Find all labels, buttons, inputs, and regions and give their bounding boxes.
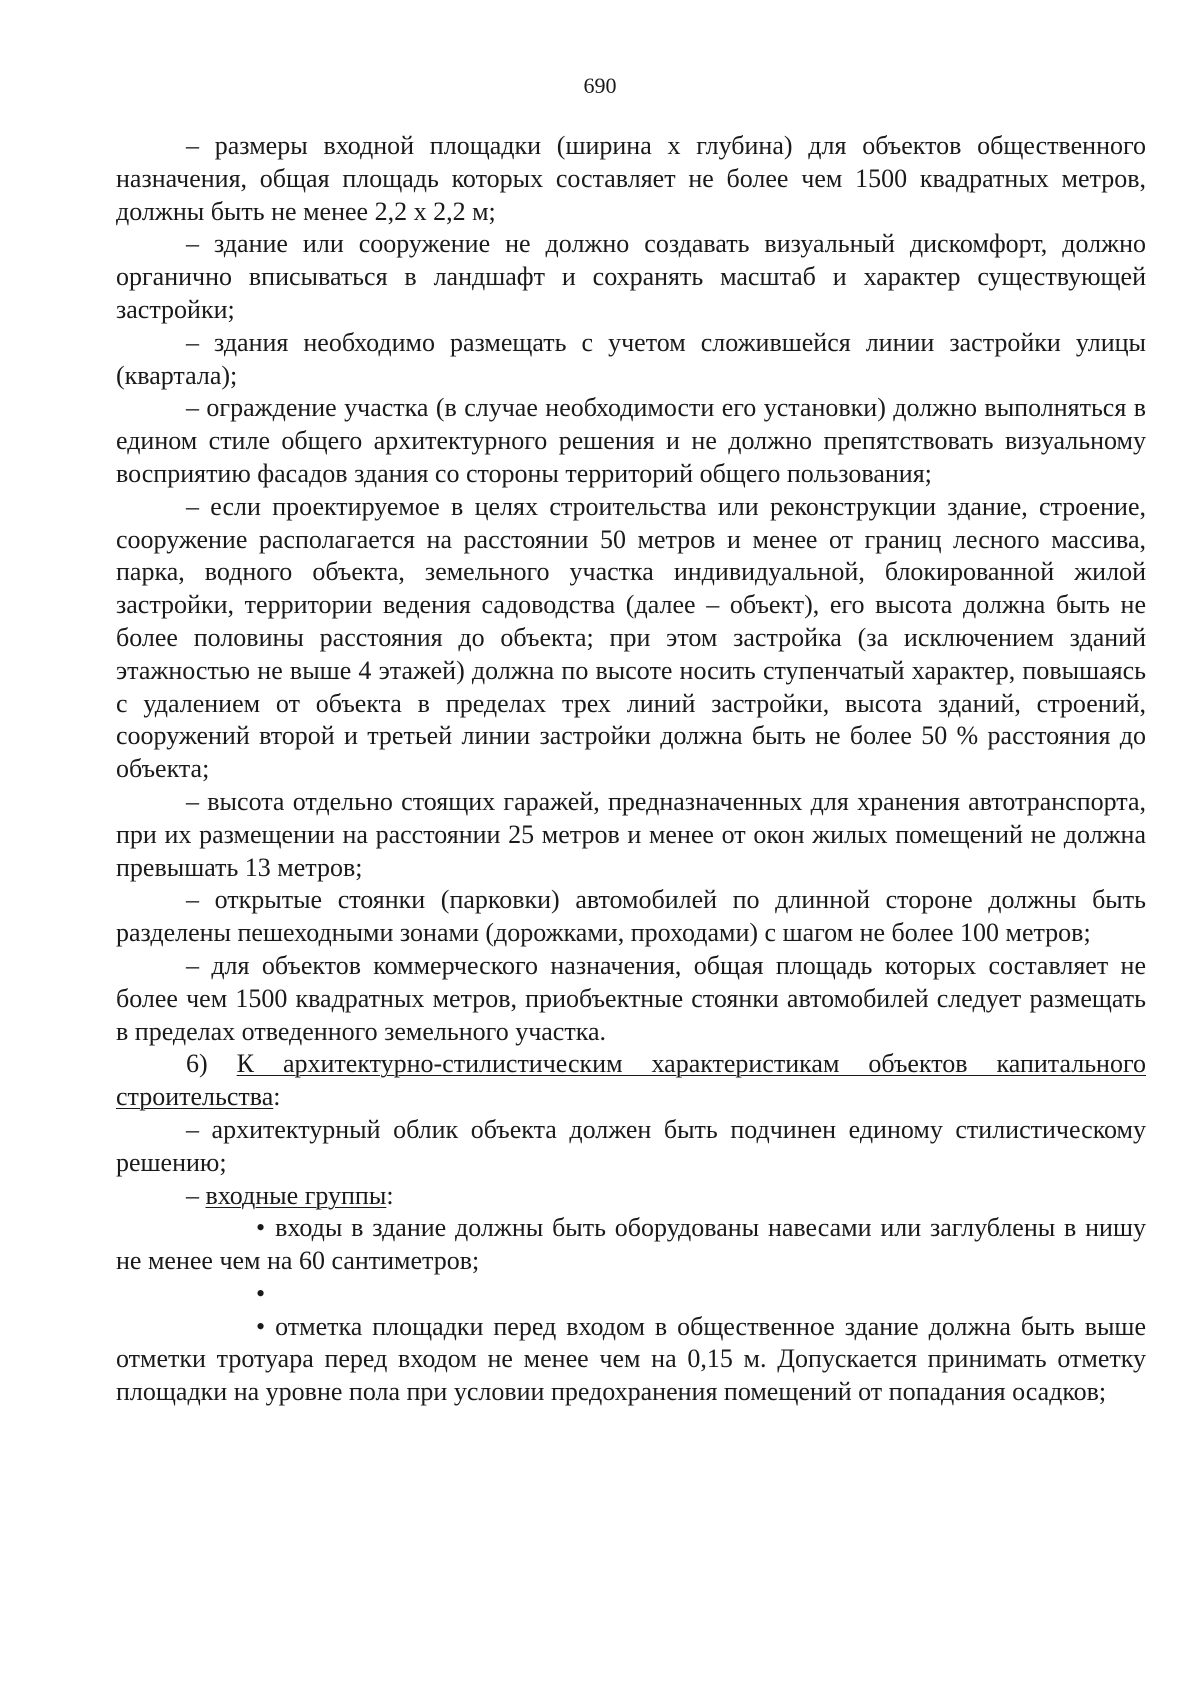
document-body [116,130,1146,1409]
section-number: 6) [186,1049,237,1079]
bullet-text: входы в здание должны быть оборудованы навесами или заглублены в нишу не менее чем на 60 сантиметров; [116,1213,1146,1276]
subheading-colon: : [386,1180,394,1210]
paragraph-visual-comfort: – здание или сооружение не должно создавать визуальный дискомфорт, должно органично вписываться в ландшафт и сохранять масштаб и характер существующей застройки; [116,229,1146,324]
bullet-item-platform-level [116,1311,1146,1409]
paragraph-fence: – ограждение участка (в случае необходимости его установки) должно выполняться в едином стиле общего архитектурного решения и не должно препятствовать визуальному восприятию фасадов здания со стороны территорий общего пользования; [116,393,1146,488]
subheading-text: входные группы [205,1180,387,1210]
bullet-icon: • [256,1278,266,1308]
paragraph-architectural-appearance: – архитектурный облик объекта должен быть подчинен единому стилистическому решению; [116,1114,1146,1177]
paragraph-garages: – высота отдельно стоящих гаражей, предназначенных для хранения автотранспорта, при их размещении на расстоянии 25 метров и менее от окон жилых помещений не должна превышать 13 метров; [116,786,1146,882]
subheading-entrance-groups [116,1180,1146,1213]
paragraph-height-limit: – если проектируемое в целях строительства или реконструкции здание, строение, сооружение располагается на расстоянии 50 метров и менее от границ лесного массива, парка, водного объекта, земельного участка индивидуальной, блокированной жилой застройки, территории ведения садоводства (далее – объект), его высота должна быть не более половины расстояния до объекта; при этом застройка (за исключением зданий этажностью не выше 4 этажей) должна по высоте носить ступенчатый характер, повышаясь с удалением от объекта в пределах трех линий застройки, высота зданий, строений, сооружений второй и третьей линии застройки должна быть не более 50 % расстояния до объекта; [116,491,1146,784]
section-heading-text: К архитектурно-стилистическим характеристикам объектов капитального строительства [116,1049,1146,1112]
section-heading-architectural-style [116,1048,1146,1114]
bullet-item-canopies [116,1212,1146,1278]
paragraph-entrance-platform-size: – размеры входной площадки (ширина х глубина) для объектов общественного назначения, общая площадь которых составляет не более чем 1500 квадратных метров, должны быть не менее 2,2 х 2,2 м; [116,131,1146,226]
subheading-dash: – [186,1180,206,1210]
bullet-item-empty [116,1278,1146,1311]
paragraph-commercial-parking: – для объектов коммерческого назначения, общая площадь которых составляет не более чем 1500 квадратных метров, приобъектные стоянки автомобилей следует размещать в пределах отведенного земельного участка. [116,950,1146,1046]
paragraph-parking: – открытые стоянки (парковки) автомобилей по длинной стороне должны быть разделены пешеходными зонами (дорожками, проходами) с шагом не более 100 метров; [116,885,1146,948]
bullet-icon: • [256,1213,266,1243]
bullet-icon: • [256,1311,266,1341]
bullet-text: отметка площадки перед входом в общественное здание должна быть выше отметки тротуара перед входом не менее чем на 0,15 м. Допускается принимать отметку площадки на уровне пола при условии предохранения помещений от попадания осадков; [116,1311,1146,1407]
paragraph-building-line: – здания необходимо размещать с учетом сложившейся линии застройки улицы (квартала); [116,327,1146,390]
section-heading-colon: : [273,1082,281,1112]
page-number: 690 [583,73,617,98]
